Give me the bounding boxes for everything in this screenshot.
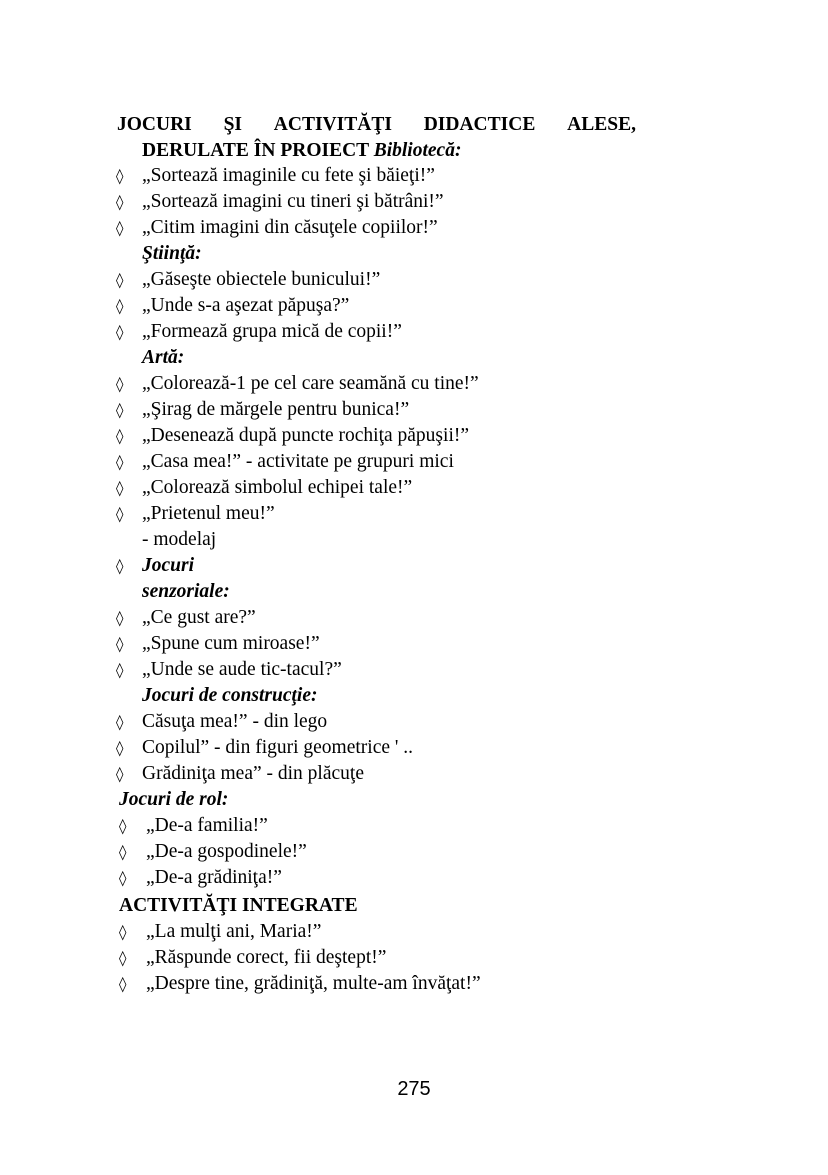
- heading-word: ŞI: [223, 114, 242, 135]
- list-item: „De-a gospodinele!”: [146, 841, 307, 862]
- bullet-icon: ◊: [116, 479, 124, 497]
- subsection-title-constructie: Jocuri de construcţie:: [142, 685, 318, 706]
- heading-word: ACTIVITĂŢI: [273, 114, 392, 135]
- bullet-icon: ◊: [119, 817, 127, 835]
- list-item: „Citim imagini din căsuţele copiilor!”: [142, 217, 438, 238]
- bullet-icon: ◊: [119, 975, 127, 993]
- list-item: Copilul” - din figuri geometrice ' ..: [142, 737, 414, 758]
- heading-line-2: [142, 138, 461, 164]
- list-item: „Colorează-1 pe cel care seamănă cu tine!”: [142, 373, 479, 394]
- bullet-icon: ◊: [119, 869, 127, 887]
- list-item: Căsuţa mea!” - din lego: [142, 711, 328, 732]
- bullet-icon: ◊: [116, 323, 124, 341]
- list-item: „Sortează imagini cu tineri şi bătrâni!”: [142, 191, 444, 212]
- list-item: „Casa mea!” - activitate pe grupuri mici: [142, 451, 454, 472]
- bullet-icon: ◊: [116, 271, 124, 289]
- bullet-icon: ◊: [116, 713, 124, 731]
- list-item: „Spune cum miroase!”: [142, 633, 320, 654]
- list-item: „Prietenul meu!”: [142, 503, 275, 524]
- list-item: „Unde s-a aşezat păpuşa?”: [142, 295, 350, 316]
- bullet-icon: ◊: [119, 949, 127, 967]
- subsection-title-biblioteca: Bibliotecă:: [373, 140, 462, 161]
- bullet-icon: ◊: [116, 167, 124, 185]
- list-item: „Formează grupa mică de copii!”: [142, 321, 402, 342]
- bullet-icon: ◊: [116, 557, 124, 575]
- bullet-icon: ◊: [116, 427, 124, 445]
- bullet-icon: ◊: [116, 219, 124, 237]
- bullet-icon: ◊: [116, 739, 124, 757]
- bullet-icon: ◊: [116, 193, 124, 211]
- bullet-icon: ◊: [116, 453, 124, 471]
- heading-word: JOCURI: [117, 114, 192, 135]
- section-heading: [117, 112, 636, 138]
- list-item: „Unde se aude tic-tacul?”: [142, 659, 342, 680]
- bullet-icon: ◊: [119, 923, 127, 941]
- bullet-icon: ◊: [116, 765, 124, 783]
- heading-word: DIDACTICE: [423, 114, 536, 135]
- bullet-icon: ◊: [116, 661, 124, 679]
- list-item: „Ce gust are?”: [142, 607, 256, 628]
- subsection-title-integrate: ACTIVITĂŢI INTEGRATE: [119, 895, 358, 916]
- bullet-icon: ◊: [119, 843, 127, 861]
- list-item: „Găseşte obiectele bunicului!”: [142, 269, 381, 290]
- bullet-icon: ◊: [116, 505, 124, 523]
- heading-project-label: DERULATE ÎN PROIECT: [142, 140, 369, 161]
- bullet-icon: ◊: [116, 375, 124, 393]
- list-item: Grădiniţa mea” - din plăcuţe: [142, 763, 364, 784]
- page-number: 275: [397, 1078, 431, 1100]
- list-item-continuation: - modelaj: [142, 529, 217, 550]
- list-item: „La mulţi ani, Maria!”: [146, 921, 322, 942]
- list-item: „Sortează imaginile cu fete şi băieţi!”: [142, 165, 435, 186]
- list-item: „Şirag de mărgele pentru bunica!”: [142, 399, 410, 420]
- list-item: „De-a grădiniţa!”: [146, 867, 282, 888]
- heading-word: ALESE,: [567, 114, 636, 135]
- bullet-icon: ◊: [116, 401, 124, 419]
- list-item: „Colorează simbolul echipei tale!”: [142, 477, 413, 498]
- list-item: „Desenează după puncte rochiţa păpuşii!”: [142, 425, 470, 446]
- list-item: „Despre tine, grădiniţă, multe-am învăţat!”: [146, 973, 481, 994]
- bullet-icon: ◊: [116, 609, 124, 627]
- list-item: „Răspunde corect, fii deştept!”: [146, 947, 387, 968]
- bullet-icon: ◊: [116, 635, 124, 653]
- subsection-title-stiinta: Ştiinţă:: [142, 243, 202, 264]
- subsection-title-senzoriale: Jocuri: [142, 555, 195, 576]
- list-item: „De-a familia!”: [146, 815, 268, 836]
- bullet-icon: ◊: [116, 297, 124, 315]
- subsection-title-rol: Jocuri de rol:: [119, 789, 229, 810]
- subsection-title-arta: Artă:: [142, 347, 185, 368]
- subsection-title-senzoriale-cont: senzoriale:: [142, 581, 230, 602]
